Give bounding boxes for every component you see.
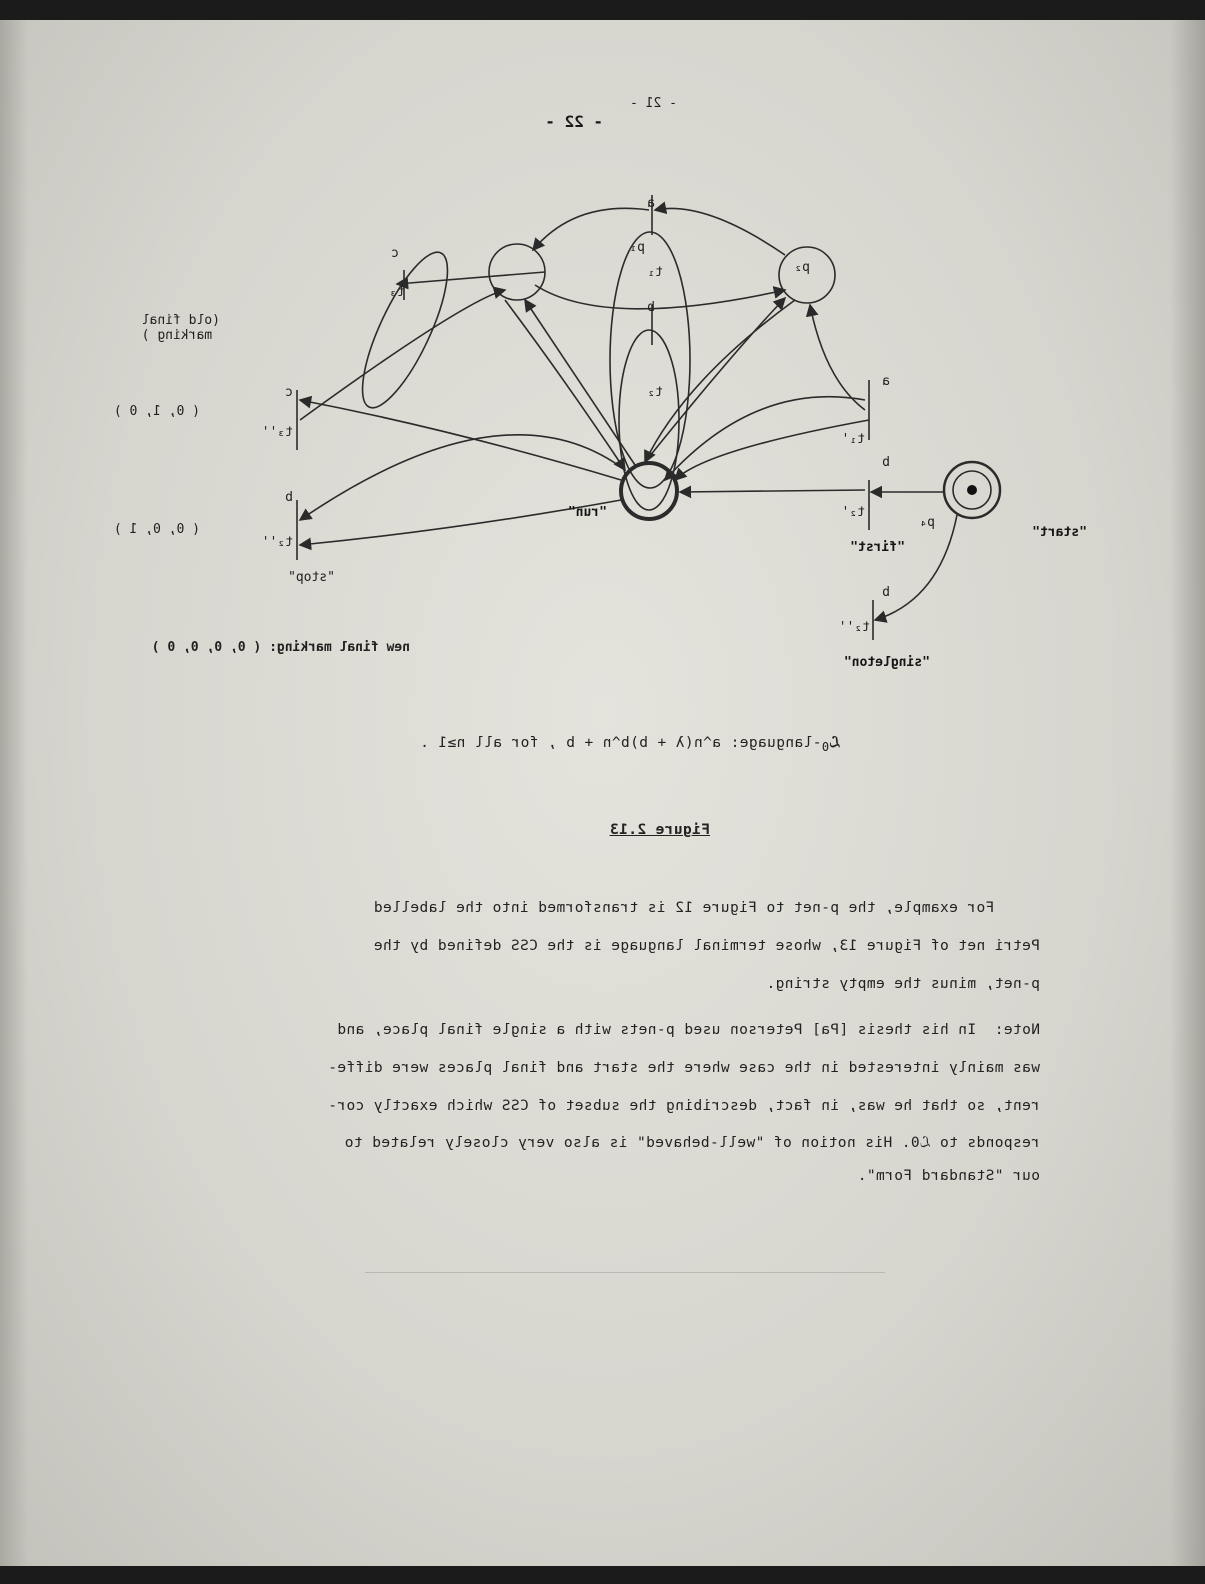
new-final-marking: new final marking: ( 0, 0, 0, 0 ): [151, 640, 410, 655]
para2-line4: responds to ℒ0. His notion of "well-behaved" is also very closely related to: [344, 1135, 1040, 1151]
node-label-run: "run": [567, 505, 607, 520]
trans-label-b-mid: b: [647, 300, 655, 315]
label-t1: t₁': [841, 432, 865, 447]
para2-line2: was mainly interested in the case where the start and final places were diffe-: [327, 1060, 1040, 1076]
para1-line3: p-net, minus the empty string.: [766, 976, 1040, 992]
trans-label-c-t3: c: [391, 246, 399, 261]
petri-net-diagram: [0, 0, 1205, 720]
bleed-through-rule: [365, 1272, 885, 1273]
arc-13: [525, 300, 635, 465]
start-token: [967, 485, 977, 495]
arc-4: [397, 272, 545, 284]
arc-14: [505, 300, 625, 470]
para1-line1: For example, the p-net to Figure 12 is transformed into the labelled: [373, 900, 1040, 916]
language-text: -language: a^n(λ + b)b^n + b , for all n≥1 .: [419, 735, 822, 751]
para2-line1: Note: In his thesis [Pa] Peterson used p-nets with a single final place, and: [337, 1022, 1040, 1038]
arc-6: [680, 490, 865, 492]
label-t1-top: t₁: [647, 265, 663, 280]
figure-caption: Figure 2.13: [609, 822, 710, 838]
node-label-singleton: "singleton": [843, 655, 930, 670]
arc-1: [655, 208, 785, 255]
label-t3-stop: t₃'': [261, 425, 293, 440]
label-p2: p₂: [794, 260, 810, 275]
language-symbol: ℒ: [829, 735, 840, 751]
arc-16: [645, 298, 785, 462]
arc-10: [300, 400, 621, 480]
para2-line5: our "Standard Form".: [857, 1168, 1040, 1184]
node-label-start: "start": [1032, 525, 1087, 540]
place-p2: [779, 247, 835, 303]
trans-label-b-t1: b: [882, 455, 890, 470]
arc-18: [300, 290, 505, 420]
trans-label-c-stop: c: [285, 385, 293, 400]
old-page-number: - 21 -: [630, 96, 677, 111]
label-t2-singleton: t₂'': [838, 620, 870, 635]
arc-15: [645, 300, 795, 462]
page-number: - 22 -: [545, 112, 603, 131]
trans-label-b-stop: b: [285, 490, 293, 505]
node-label-stop: "stop": [288, 570, 335, 585]
arc-3: [535, 285, 785, 309]
marking-1: ( 0, 1, 0 ): [113, 404, 200, 419]
para1-line2: Petri net of Figure 13, whose terminal language is the CSS defined by the: [373, 938, 1040, 954]
loop-left: [346, 242, 463, 417]
arc-9: [810, 305, 865, 410]
label-p4: p₄: [919, 515, 935, 530]
label-t2: t₂': [841, 505, 865, 520]
label-t2-stop: t₂'': [261, 535, 293, 550]
arc-17: [675, 420, 869, 480]
marking-2: ( 0, 0, 1 ): [113, 522, 200, 537]
label-p1: p₁: [629, 240, 645, 255]
trans-label-a-t1: a: [882, 374, 890, 389]
language-subscript: 0: [821, 739, 830, 754]
trans-label-b-singleton: b: [882, 585, 890, 600]
label-t2-mid: t₂: [647, 385, 663, 400]
node-label-first: "first": [850, 540, 905, 555]
old-final-marking-label: (old final marking ): [141, 313, 220, 343]
language-line: [420, 735, 840, 754]
para2-line3: rent, so that he was, in fact, describing the subset of CSS which exactly cor-: [327, 1098, 1040, 1114]
arc-8: [875, 515, 957, 620]
label-t3: t₃: [389, 285, 405, 300]
trans-label-a-top: a: [647, 196, 655, 211]
